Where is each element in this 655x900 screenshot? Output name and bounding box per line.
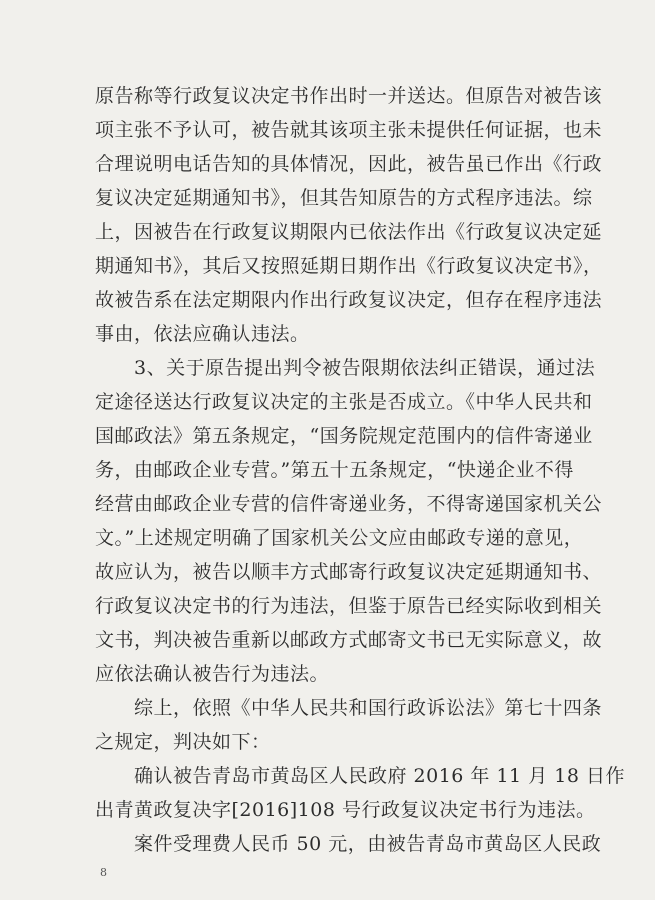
text-line: 事由，依法应确认违法。: [95, 323, 310, 345]
text-line: 复议决定延期通知书》，但其告知原告的方式程序违法。综: [95, 187, 593, 209]
text-line: 行政复议决定书的行为违法，但鉴于原告已经实际收到相关: [95, 595, 603, 617]
page-number: 8: [100, 866, 107, 879]
text-line: 之规定，判决如下：: [95, 731, 271, 753]
text-line: 故应认为，被告以顺丰方式邮寄行政复议决定延期通知书、: [95, 561, 603, 583]
text-line: 3、关于原告提出判令被告限期依法纠正错误，通过法: [134, 357, 596, 379]
text-line: 文书，判决被告重新以邮政方式邮寄文书已无实际意义，故: [95, 629, 603, 651]
text-line: 期通知书》，其后又按照延期日期作出《行政复议决定书》，: [95, 255, 603, 277]
text-line: 案件受理费人民币 50 元，由被告青岛市黄岛区人民政: [134, 833, 602, 855]
text-line: 国邮政法》第五条规定，“国务院规定范围内的信件寄递业: [95, 425, 593, 447]
text-line: 经营由邮政企业专营的信件寄递业务，不得寄递国家机关公: [95, 493, 603, 515]
text-line: 故被告系在法定期限内作出行政复议决定，但存在程序违法: [95, 289, 603, 311]
text-line: 出青黄政复决字[2016]108 号行政复议决定书行为违法。: [95, 799, 596, 821]
text-line: 综上，依照《中华人民共和国行政诉讼法》第七十四条: [134, 697, 603, 719]
text-line: 项主张不予认可，被告就其该项主张未提供任何证据，也未: [95, 119, 603, 141]
text-line: 务，由邮政企业专营。”第五十五条规定，“快递企业不得: [95, 459, 574, 481]
text-line: 文。”上述规定明确了国家机关公文应由邮政专递的意见，: [95, 527, 584, 549]
text-line: 合理说明电话告知的具体情况，因此，被告虽已作出《行政: [95, 153, 603, 175]
text-line: 上，因被告在行政复议期限内已依法作出《行政复议决定延: [95, 221, 603, 243]
text-line: 定途径送达行政复议决定的主张是否成立。《中华人民共和: [95, 391, 593, 413]
text-line: 确认被告青岛市黄岛区人民政府 2016 年 11 月 18 日作: [134, 765, 625, 787]
text-line: 应依法确认被告行为违法。: [95, 663, 330, 685]
text-line: 原告称等行政复议决定书作出时一并送达。但原告对被告该: [95, 85, 603, 107]
